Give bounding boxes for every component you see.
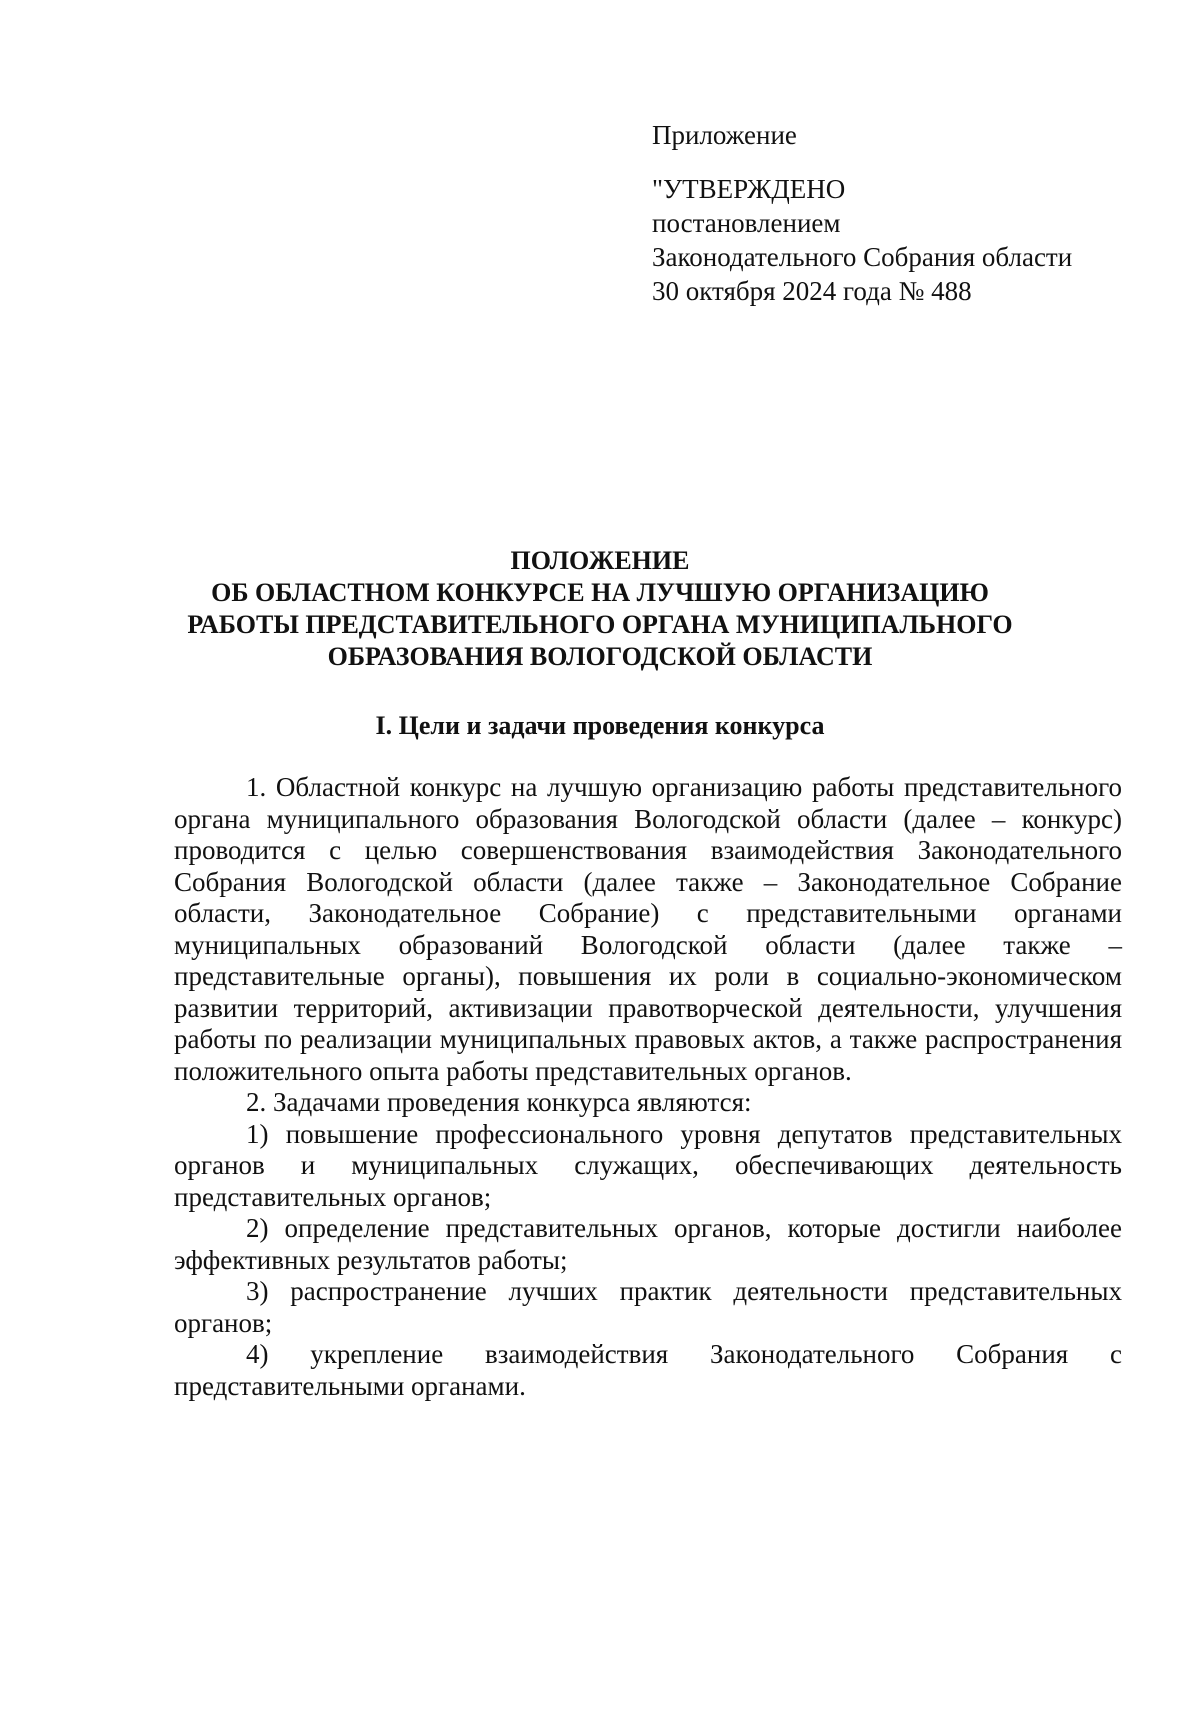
section-body	[174, 772, 1122, 1402]
paragraph-2: 2. Задачами проведения конкурса являются:	[246, 1087, 752, 1117]
approved-by-line2: Законодательного Собрания области	[652, 242, 1073, 272]
paragraph-4: 2) определение представительных органов, которые достигли наиболее эффективных результатов работы;	[174, 1213, 1122, 1275]
title-line3: РАБОТЫ ПРЕДСТАВИТЕЛЬНОГО ОРГАНА МУНИЦИПАЛЬНОГО	[187, 610, 1013, 639]
approved-by-line1: постановлением	[652, 208, 841, 238]
title-line4: ОБРАЗОВАНИЯ ВОЛОГОДСКОЙ ОБЛАСТИ	[327, 642, 873, 671]
section-heading: I. Цели и задачи проведения конкурса	[375, 711, 825, 740]
attachment-label: Приложение	[652, 120, 797, 150]
spacer	[652, 152, 1072, 172]
paragraph-5: 3) распространение лучших практик деятельности представительных органов;	[174, 1276, 1122, 1338]
approval-stamp-block	[652, 118, 1072, 308]
paragraph-1: 1. Областной конкурс на лучшую организацию работы представительного органа муниципального образования Вологодской области (далее – конкурс) проводится с целью совершенствования взаимодействия Законодательного Собрания Вологодской области (далее также – Законодательное Собрание области, Законодательное Собрание) с представительными органами муниципальных образований Вологодской области (далее также – представительные органы), повышения их роли в социально-экономическом развитии территорий, активизации правотворческой деятельности, улучшения работы по реализации муниципальных правовых актов, а также распространения положительного опыта работы представительных органов.	[174, 772, 1122, 1086]
paragraph-3: 1) повышение профессионального уровня депутатов представительных органов и муниципальных служащих, обеспечивающих деятельность представительных органов;	[174, 1118, 1122, 1212]
title-line2: ОБ ОБЛАСТНОМ КОНКУРСЕ НА ЛУЧШУЮ ОРГАНИЗАЦИЮ	[211, 578, 989, 607]
paragraph-6: 4) укрепление взаимодействия Законодательного Собрания с представительными органами.	[174, 1339, 1122, 1401]
title-line1: ПОЛОЖЕНИЕ	[510, 546, 690, 575]
approved-date: 30 октября 2024 года № 488	[652, 276, 972, 306]
document-title	[150, 545, 1050, 673]
approved-label: "УТВЕРЖДЕНО	[652, 174, 846, 204]
